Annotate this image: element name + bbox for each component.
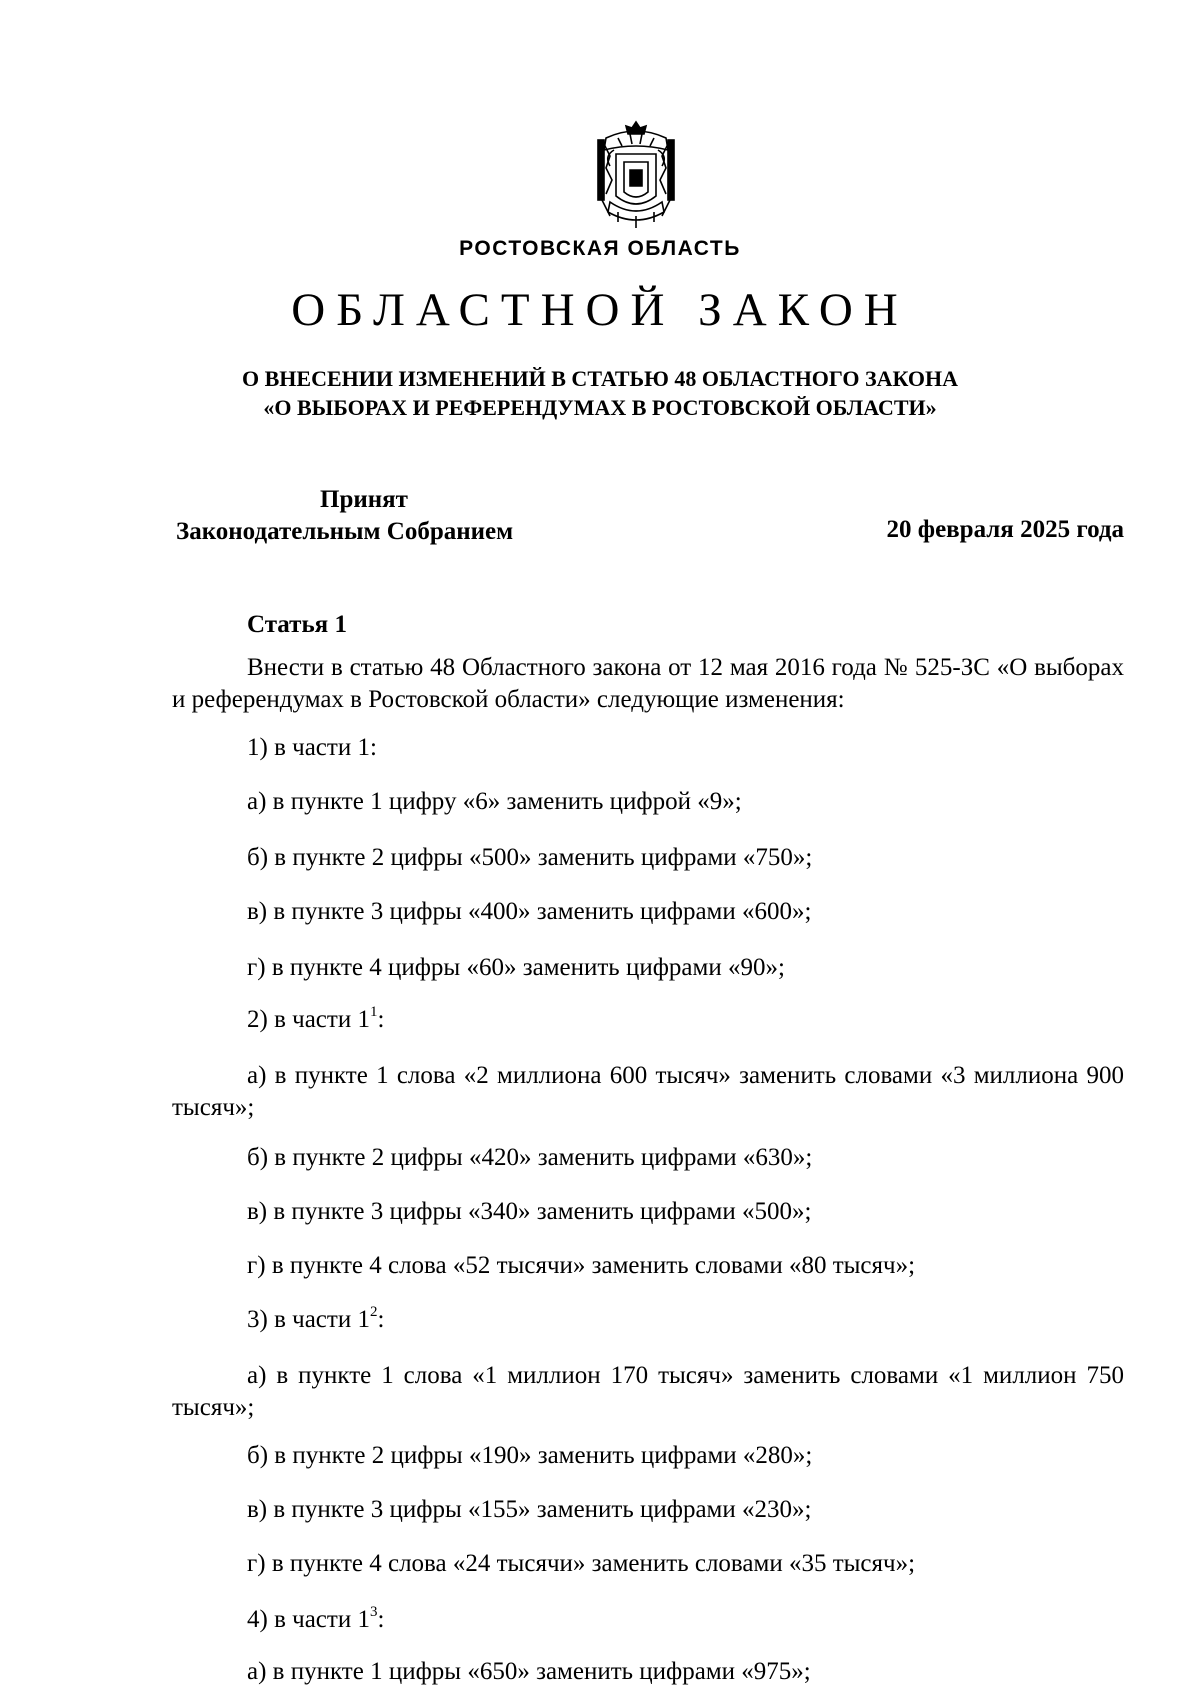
clause-item: а) в пункте 1 цифры «650» заменить цифрами «975»;: [247, 1658, 811, 1685]
adoption-block: [176, 484, 513, 548]
superscript: 2: [369, 1303, 378, 1320]
law-subject: [0, 364, 1200, 422]
article-intro: Внести в статью 48 Областного закона от 12 мая 2016 года № 525-ЗС «О выборах и референдумах в Ростовской области» следующие изменения:: [172, 654, 1124, 713]
clause-item: г) в пункте 4 слова «52 тысячи» заменить словами «80 тысяч»;: [247, 1252, 916, 1279]
clause-item: в) в пункте 3 цифры «155» заменить цифрами «230»;: [247, 1496, 812, 1523]
law-title: ОБЛАСТНОЙ ЗАКОН: [291, 284, 909, 336]
clause-item: б) в пункте 2 цифры «190» заменить цифрами «280»;: [247, 1442, 813, 1469]
article-heading: Статья 1: [247, 611, 347, 638]
clause-heading-text: 3) в части 1: [247, 1306, 370, 1333]
clause-item: а) в пункте 1 слова «2 миллиона 600 тысяч» заменить словами «3 миллиона 900 тысяч»;: [172, 1062, 1124, 1121]
clause-heading: 1) в части 1:: [247, 734, 377, 761]
clause-item: г) в пункте 4 цифры «60» заменить цифрами «90»;: [247, 954, 785, 981]
clause-heading-text: 4) в части 1: [247, 1606, 370, 1633]
clause-heading-colon: :: [377, 1606, 385, 1633]
clause-item: г) в пункте 4 слова «24 тысячи» заменить словами «35 тысяч»;: [247, 1550, 916, 1577]
clause-heading-colon: :: [377, 1006, 385, 1033]
law-subject-line: «О ВЫБОРАХ И РЕФЕРЕНДУМАХ В РОСТОВСКОЙ ОБЛАСТИ»: [263, 395, 937, 420]
clause-item: в) в пункте 3 цифры «400» заменить цифрами «600»;: [247, 898, 812, 925]
adoption-label: Принят: [320, 486, 408, 513]
clause-item: в) в пункте 3 цифры «340» заменить цифрами «500»;: [247, 1198, 812, 1225]
clause-item: б) в пункте 2 цифры «500» заменить цифрами «750»;: [247, 844, 813, 871]
superscript: 1: [369, 1003, 378, 1020]
clause-heading: [172, 1304, 1124, 1336]
adoption-body: Законодательным Собранием: [176, 518, 514, 545]
clause-heading-colon: :: [377, 1306, 385, 1333]
adoption-date: 20 февраля 2025 года: [886, 516, 1124, 543]
clause-heading: [172, 1004, 1124, 1036]
clause-item: а) в пункте 1 цифру «6» заменить цифрой «9»;: [247, 788, 742, 815]
clause-item: а) в пункте 1 слова «1 миллион 170 тысяч» заменить словами «1 миллион 750 тысяч»;: [172, 1362, 1124, 1421]
coat-of-arms-emblem: [588, 116, 684, 236]
clause-heading-text: 2) в части 1: [247, 1006, 370, 1033]
law-subject-line: О ВНЕСЕНИИ ИЗМЕНЕНИЙ В СТАТЬЮ 48 ОБЛАСТНОГО ЗАКОНА: [242, 366, 958, 391]
clause-item: б) в пункте 2 цифры «420» заменить цифрами «630»;: [247, 1144, 813, 1171]
clause-heading: [172, 1604, 1124, 1636]
region-name: РОСТОВСКАЯ ОБЛАСТЬ: [459, 237, 741, 260]
superscript: 3: [369, 1603, 378, 1620]
